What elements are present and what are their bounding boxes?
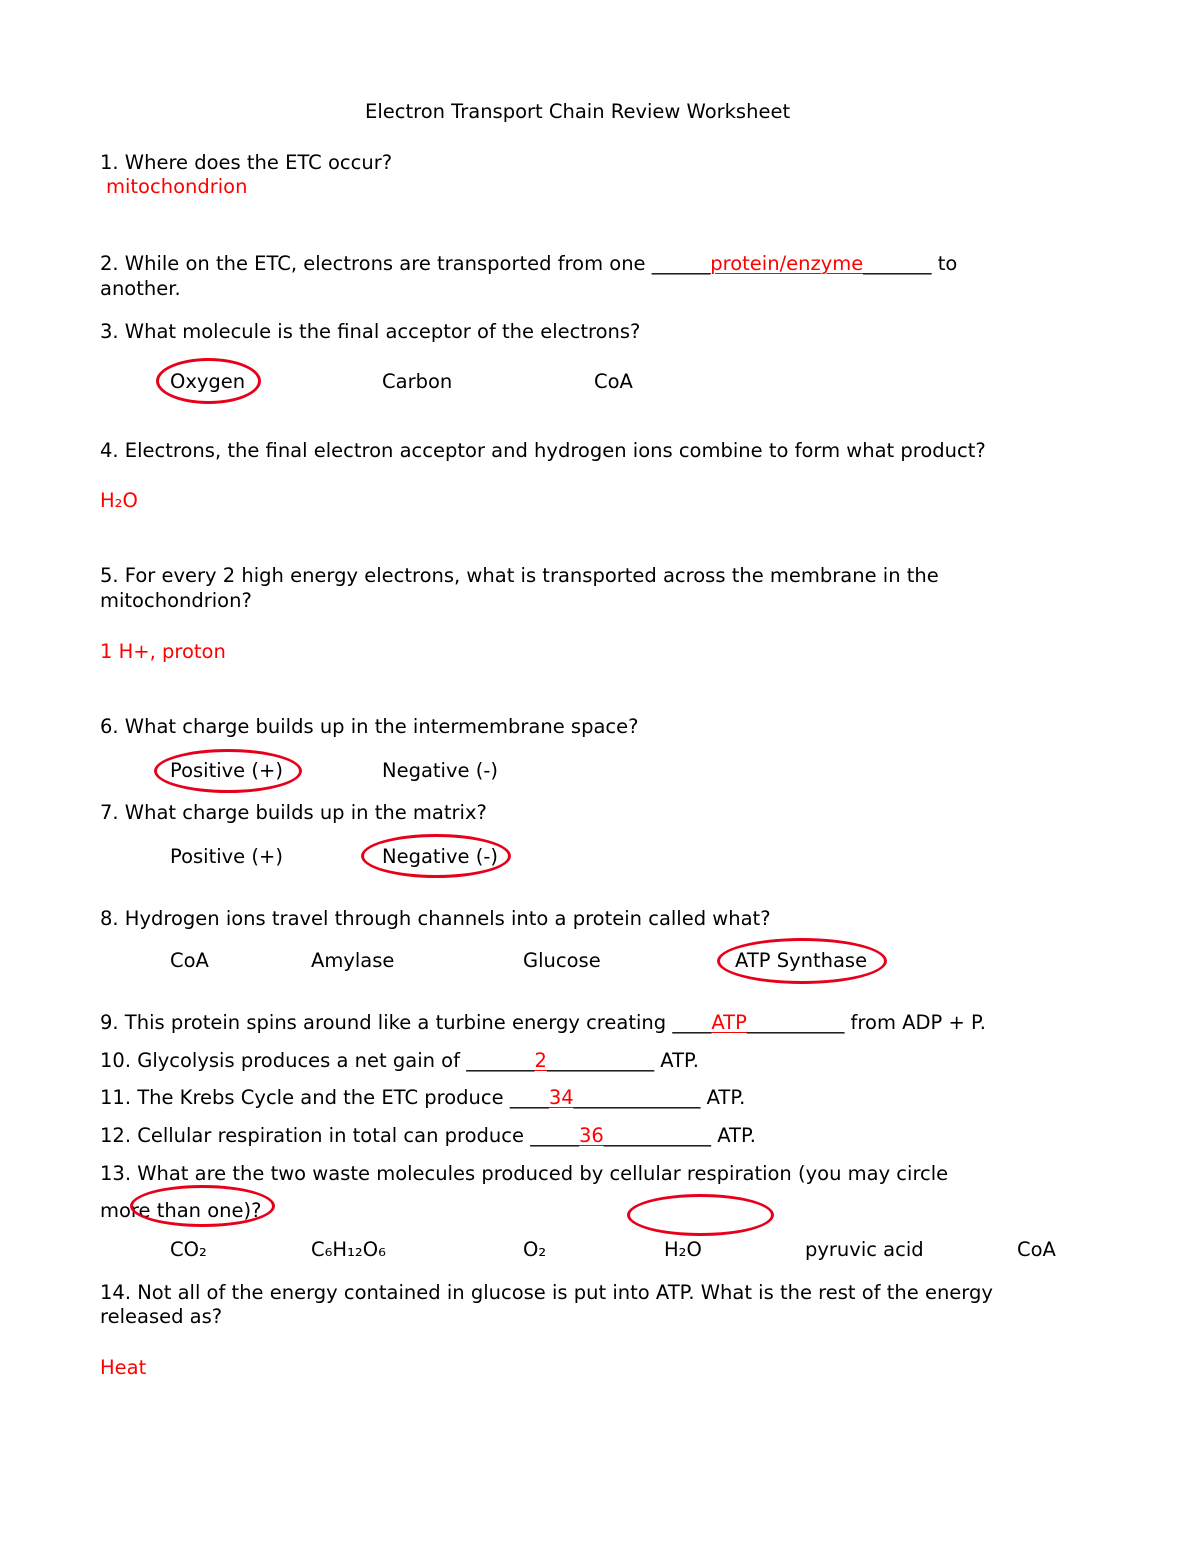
- question-9-suffix: from ADP + P.: [844, 1011, 986, 1034]
- choice-8-amylase: Amylase: [311, 949, 395, 972]
- answer-2: protein/enzyme: [710, 252, 864, 275]
- choice-13-o2: O₂: [523, 1238, 547, 1261]
- choice-13-co2: CO₂: [170, 1238, 207, 1261]
- question-5: 5. For every 2 high energy electrons, what is transported across the membrane in the: [100, 564, 939, 587]
- answer-12: 36: [578, 1124, 604, 1147]
- question-11-suffix: ATP.: [700, 1086, 746, 1109]
- answer-2-blank-tail: _______: [863, 252, 932, 275]
- answer-1: mitochondrion: [106, 175, 248, 198]
- answer-10-blank-lead: _______: [466, 1049, 535, 1072]
- circle-mark-right: [627, 1194, 774, 1236]
- question-11: [100, 1086, 745, 1110]
- question-14: 14. Not all of the energy contained in glucose is put into ATP. What is the rest of the energy: [100, 1281, 993, 1304]
- question-7: 7. What charge builds up in the matrix?: [100, 801, 487, 824]
- question-12-suffix: ATP.: [711, 1124, 756, 1147]
- choice-13-coa: CoA: [1017, 1238, 1056, 1261]
- question-13-line2: more than one)?: [100, 1199, 262, 1222]
- answer-5: 1 H+, proton: [100, 640, 226, 663]
- choice-8-coa: CoA: [170, 949, 209, 972]
- choice-13-pyruvic-acid: pyruvic acid: [805, 1238, 924, 1261]
- answer-9: ATP: [711, 1011, 747, 1034]
- answer-11-blank-tail: _____________: [573, 1086, 701, 1109]
- question-10-prefix: 10. Glycolysis produces a net gain of: [100, 1049, 467, 1072]
- answer-11-blank-lead: ____: [509, 1086, 549, 1109]
- answer-12-blank-tail: ___________: [603, 1124, 712, 1147]
- question-12: [100, 1124, 756, 1148]
- circle-mark-atp-synthase: [717, 938, 887, 984]
- circle-mark-left: [130, 1185, 275, 1227]
- choice-3-coa: CoA: [594, 370, 633, 393]
- answer-9-blank-lead: ____: [672, 1011, 712, 1034]
- question-10-suffix: ATP.: [654, 1049, 699, 1072]
- circle-mark-negative: [361, 834, 511, 878]
- answer-4: H₂O: [100, 489, 138, 512]
- choice-7-positive: Positive (+): [170, 845, 283, 868]
- question-8: 8. Hydrogen ions travel through channels into a protein called what?: [100, 907, 771, 930]
- answer-10-blank-tail: ___________: [546, 1049, 655, 1072]
- question-2-line2: another.: [100, 277, 181, 300]
- question-2-prefix: 2. While on the ETC, electrons are transported from one: [100, 252, 652, 275]
- circle-mark-positive: [154, 749, 302, 793]
- answer-10: 2: [534, 1049, 547, 1072]
- choice-8-atp-synthase: ATP Synthase: [735, 949, 868, 972]
- choice-3-carbon: Carbon: [382, 370, 453, 393]
- answer-11: 34: [548, 1086, 574, 1109]
- question-1: 1. Where does the ETC occur?: [100, 151, 393, 174]
- answer-2-blank-lead: ______: [651, 252, 711, 275]
- question-10: [100, 1049, 699, 1073]
- question-4: 4. Electrons, the final electron acceptor and hydrogen ions combine to form what product?: [100, 439, 986, 462]
- question-9: [100, 1011, 986, 1035]
- question-14-line2: released as?: [100, 1305, 223, 1328]
- choice-13-glucose-formula: C₆H₁₂O₆: [311, 1238, 386, 1261]
- question-3: 3. What molecule is the final acceptor of the electrons?: [100, 320, 641, 343]
- question-6: 6. What charge builds up in the intermembrane space?: [100, 715, 639, 738]
- question-2-suffix: to: [931, 252, 958, 275]
- choice-13-h2o: H₂O: [664, 1238, 702, 1261]
- question-2: [100, 252, 957, 276]
- choice-6-negative: Negative (-): [382, 759, 498, 782]
- circle-mark-oxygen: [156, 358, 261, 404]
- answer-12-blank-lead: _____: [530, 1124, 579, 1147]
- answer-14: Heat: [100, 1356, 147, 1379]
- choice-8-glucose: Glucose: [523, 949, 601, 972]
- question-11-prefix: 11. The Krebs Cycle and the ETC produce: [100, 1086, 510, 1109]
- answer-9-blank-tail: __________: [746, 1011, 845, 1034]
- choice-3-oxygen: Oxygen: [170, 370, 246, 393]
- question-9-prefix: 9. This protein spins around like a turbine energy creating: [100, 1011, 673, 1034]
- question-5-line2: mitochondrion?: [100, 589, 252, 612]
- choice-6-positive: Positive (+): [170, 759, 283, 782]
- question-12-prefix: 12. Cellular respiration in total can produce: [100, 1124, 531, 1147]
- question-13: 13. What are the two waste molecules produced by cellular respiration (you may circle: [100, 1162, 949, 1185]
- page-title: Electron Transport Chain Review Worksheet: [365, 100, 791, 123]
- choice-7-negative: Negative (-): [382, 845, 498, 868]
